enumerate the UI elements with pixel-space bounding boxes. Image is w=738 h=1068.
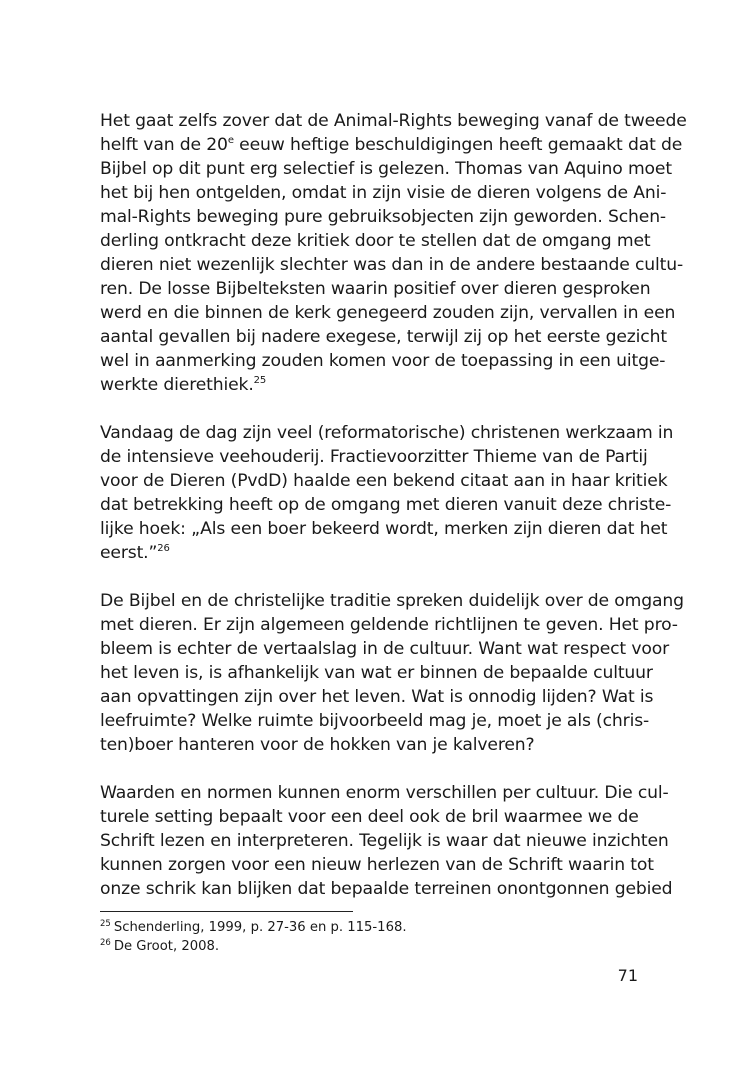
text-line: Bijbel op dit punt erg selectief is gelezen. Thomas van Aquino moet	[100, 159, 672, 179]
text-line: Schrift lezen en interpreteren. Tegelijk is waar dat nieuwe inzichten	[100, 831, 669, 851]
text-line: aantal gevallen bij nadere exegese, terwijl zij op het eerste gezicht	[100, 327, 667, 347]
paragraph-gap	[100, 397, 638, 421]
footnote-reference: 25	[253, 375, 267, 386]
footnote-number: 25	[100, 919, 111, 930]
text-line: wel in aanmerking zouden komen voor de toepassing in een uitge-	[100, 351, 666, 371]
text-line: voor de Dieren (PvdD) haalde een bekend citaat aan in haar kritiek	[100, 471, 668, 491]
text-segment: eeuw heftige beschuldigingen heeft gemaakt dat de	[233, 135, 683, 155]
footnote-text: De Groot, 2008.	[113, 939, 220, 954]
text-line: lijke hoek: „Als een boer bekeerd wordt, merken zijn dieren dat het	[100, 519, 668, 539]
text-line: ren. De losse Bijbelteksten waarin positief over dieren gesproken	[100, 279, 651, 299]
body-text	[100, 109, 687, 901]
text-line: Vandaag de dag zijn veel (reformatorische) christenen werkzaam in	[100, 423, 674, 443]
text-line: De Bijbel en de christelijke traditie spreken duidelijk over de omgang	[100, 591, 684, 611]
text-line: kunnen zorgen voor een nieuw herlezen van de Schrift waarin tot	[100, 855, 654, 875]
text-line: het bij hen ontgelden, omdat in zijn visie de dieren volgens de Ani-	[100, 183, 667, 203]
text-line: onze schrik kan blijken dat bepaalde terreinen onontgonnen gebied	[100, 879, 673, 899]
text-line: ten)boer hanteren voor de hokken van je kalveren?	[100, 735, 535, 755]
footnote-number: 26	[100, 938, 111, 949]
footnotes	[100, 918, 638, 956]
text-line: de intensieve veehouderij. Fractievoorzitter Thieme van de Partij	[100, 447, 648, 467]
text-line: werd en die binnen de kerk genegeerd zouden zijn, vervallen in een	[100, 303, 676, 323]
superscript-ordinal: e	[227, 135, 234, 146]
text-line: bleem is echter de vertaalslag in de cultuur. Want wat respect voor	[100, 639, 669, 659]
footnote	[100, 937, 638, 956]
text-line: het leven is, is afhankelijk van wat er binnen de bepaalde cultuur	[100, 663, 653, 683]
paragraph-gap	[100, 757, 638, 781]
text-line	[100, 541, 638, 565]
text-line: aan opvattingen zijn over het leven. Wat is onnodig lijden? Wat is	[100, 687, 654, 707]
text-line: derling ontkracht deze kritiek door te stellen dat de omgang met	[100, 231, 651, 251]
page-number: 71	[617, 966, 638, 985]
text-line	[100, 133, 683, 157]
text-line: dat betrekking heeft op de omgang met dieren vanuit deze christe-	[100, 495, 672, 515]
text-line: Waarden en normen kunnen enorm verschillen per cultuur. Die cul-	[100, 783, 669, 803]
paragraph	[100, 589, 684, 757]
paragraph	[100, 421, 674, 565]
paragraph-gap	[100, 565, 638, 589]
text-line: leefruimte? Welke ruimte bijvoorbeeld mag je, moet je als (chris-	[100, 711, 650, 731]
text-segment: helft van de 20	[100, 135, 228, 155]
footnote-divider	[100, 911, 353, 912]
footnote-reference: 26	[157, 543, 170, 554]
paragraph	[100, 109, 687, 397]
paragraph	[100, 781, 673, 901]
text-line: Het gaat zelfs zover dat de Animal-Rights beweging vanaf de tweede	[100, 111, 687, 131]
text-segment: eerst.”	[100, 543, 158, 563]
text-line: mal-Rights beweging pure gebruiksobjecten zijn geworden. Schen-	[100, 207, 666, 227]
text-line	[100, 373, 638, 397]
text-line: met dieren. Er zijn algemeen geldende richtlijnen te geven. Het pro-	[100, 615, 678, 635]
text-line: turele setting bepaalt voor een deel ook de bril waarmee we de	[100, 807, 639, 827]
text-segment: werkte dierethiek.	[100, 375, 254, 395]
footnote	[100, 918, 638, 937]
footnote-text: Schenderling, 1999, p. 27-36 en p. 115-168.	[113, 920, 407, 935]
text-line: dieren niet wezenlijk slechter was dan in de andere bestaande cultu-	[100, 255, 684, 275]
